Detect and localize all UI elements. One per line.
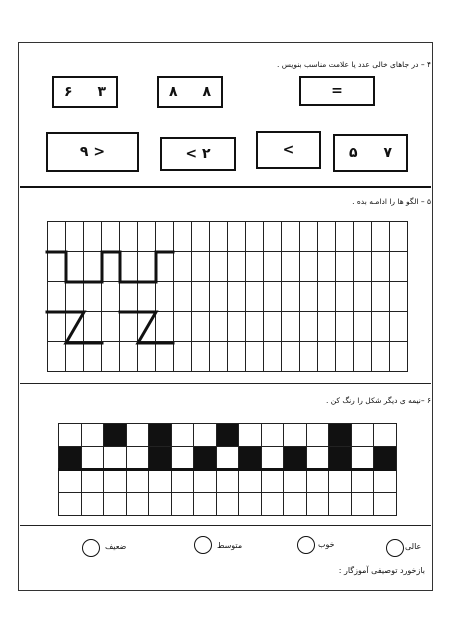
pattern-grid-cell[interactable] — [245, 221, 264, 252]
pattern-grid-cell[interactable] — [245, 341, 264, 372]
pattern-grid-cell[interactable] — [209, 251, 228, 282]
pattern-grid-cell[interactable] — [191, 341, 210, 372]
pattern-grid-cell[interactable] — [317, 341, 336, 372]
symmetry-axis — [58, 468, 396, 471]
pattern-grid-cell[interactable] — [155, 341, 174, 372]
symmetry-grid-cell[interactable] — [193, 423, 217, 447]
pattern-grid-cell[interactable] — [227, 341, 246, 372]
q4-box-5-content: ۲ > — [185, 146, 211, 162]
separator-2 — [20, 383, 431, 384]
rating-circle-weak[interactable] — [82, 539, 100, 557]
symmetry-grid-cell[interactable] — [373, 492, 397, 516]
pattern-grid-cell[interactable] — [281, 221, 300, 252]
pattern-grid-cell[interactable] — [47, 341, 66, 372]
pattern-grid-cell[interactable] — [191, 281, 210, 312]
pattern-grid-cell[interactable] — [335, 281, 354, 312]
pattern-grid-cell[interactable] — [335, 341, 354, 372]
symmetry-grid-cell[interactable] — [126, 446, 150, 470]
symmetry-grid-cell[interactable] — [103, 492, 127, 516]
pattern-grid-cell[interactable] — [173, 251, 192, 282]
symmetry-grid-cell[interactable] — [171, 469, 195, 493]
symmetry-grid-cell[interactable] — [283, 469, 307, 493]
symmetry-grid-cell[interactable] — [81, 492, 105, 516]
pattern-grid-cell[interactable] — [191, 221, 210, 252]
pattern-grid-cell[interactable] — [119, 281, 138, 312]
pattern-grid-cell[interactable] — [83, 341, 102, 372]
symmetry-grid-cell[interactable] — [306, 423, 330, 447]
pattern-grid-cell[interactable] — [227, 311, 246, 342]
symmetry-grid — [58, 423, 396, 515]
pattern-grid-cell[interactable] — [299, 281, 318, 312]
rating-label-average: متوسط — [217, 541, 243, 550]
symmetry-grid-cell[interactable] — [238, 446, 262, 470]
pattern-grid-cell[interactable] — [209, 281, 228, 312]
rating-circle-excellent[interactable] — [386, 539, 404, 557]
pattern-grid-cell[interactable] — [119, 221, 138, 252]
symmetry-grid-cell[interactable] — [283, 492, 307, 516]
pattern-grid-cell[interactable] — [335, 221, 354, 252]
q4-box-6[interactable] — [256, 131, 321, 169]
symmetry-grid-cell[interactable] — [328, 492, 352, 516]
pattern-grid-cell[interactable] — [263, 251, 282, 282]
pattern-grid-cell[interactable] — [137, 341, 156, 372]
pattern-grid-cell[interactable] — [101, 341, 120, 372]
pattern-grid-cell[interactable] — [209, 341, 228, 372]
pattern-grid-cell[interactable] — [173, 341, 192, 372]
rating-label-excellent: عالی — [405, 542, 422, 551]
symmetry-grid-cell[interactable] — [261, 446, 285, 470]
pattern-grid-cell[interactable] — [299, 341, 318, 372]
pattern-grid-cell[interactable] — [353, 251, 372, 282]
pattern-grid-cell[interactable] — [101, 251, 120, 282]
symmetry-grid-cell[interactable] — [216, 492, 240, 516]
pattern-grid-cell[interactable] — [83, 281, 102, 312]
symmetry-grid-cell[interactable] — [193, 469, 217, 493]
pattern-grid-cell[interactable] — [101, 281, 120, 312]
symmetry-grid-cell[interactable] — [216, 423, 240, 447]
pattern-grid-cell[interactable] — [155, 281, 174, 312]
symmetry-grid-cell[interactable] — [283, 446, 307, 470]
pattern-grid-cell[interactable] — [353, 281, 372, 312]
q4-box-4[interactable] — [46, 132, 139, 172]
pattern-grid-cell[interactable] — [227, 281, 246, 312]
pattern-grid-cell[interactable] — [371, 281, 390, 312]
symmetry-grid-cell[interactable] — [58, 492, 82, 516]
pattern-grid-cell[interactable] — [119, 341, 138, 372]
pattern-grid-cell[interactable] — [65, 341, 84, 372]
pattern-grid-cell[interactable] — [119, 311, 138, 342]
rating-label-good: خوب — [318, 540, 335, 549]
pattern-grid-cell[interactable] — [155, 251, 174, 282]
symmetry-grid-cell[interactable] — [171, 446, 195, 470]
pattern-grid-cell[interactable] — [389, 341, 408, 372]
symmetry-grid-cell[interactable] — [328, 423, 352, 447]
q4-box-7-right: ۷ — [383, 145, 392, 161]
symmetry-grid-cell[interactable] — [373, 469, 397, 493]
pattern-grid-cell[interactable] — [317, 221, 336, 252]
pattern-grid-cell[interactable] — [47, 251, 66, 282]
pattern-grid-cell[interactable] — [353, 341, 372, 372]
symmetry-grid-cell[interactable] — [238, 423, 262, 447]
pattern-grid-cell[interactable] — [281, 281, 300, 312]
symmetry-grid-cell[interactable] — [283, 423, 307, 447]
pattern-grid-cell[interactable] — [317, 251, 336, 282]
pattern-grid-cell[interactable] — [101, 311, 120, 342]
symmetry-grid-cell[interactable] — [148, 492, 172, 516]
q4-box-5[interactable] — [160, 137, 236, 171]
q4-box-1[interactable] — [52, 76, 118, 108]
pattern-grid-cell[interactable] — [263, 311, 282, 342]
pattern-grid-cell[interactable] — [281, 311, 300, 342]
symmetry-grid-cell[interactable] — [328, 446, 352, 470]
rating-circle-average[interactable] — [194, 536, 212, 554]
pattern-grid-cell[interactable] — [389, 251, 408, 282]
q4-box-4-content: < ۹ — [79, 144, 106, 160]
pattern-grid-cell[interactable] — [245, 311, 264, 342]
symmetry-grid-cell[interactable] — [148, 469, 172, 493]
pattern-grid-cell[interactable] — [263, 221, 282, 252]
symmetry-grid-cell[interactable] — [58, 446, 82, 470]
symmetry-grid-cell[interactable] — [103, 423, 127, 447]
pattern-grid-cell[interactable] — [137, 311, 156, 342]
symmetry-grid-cell[interactable] — [351, 446, 375, 470]
symmetry-grid-cell[interactable] — [148, 423, 172, 447]
symmetry-grid-cell[interactable] — [193, 492, 217, 516]
pattern-grid-cell[interactable] — [101, 221, 120, 252]
q4-box-3-sign: = — [331, 83, 343, 99]
symmetry-grid-cell[interactable] — [373, 423, 397, 447]
q4-box-2[interactable] — [157, 76, 223, 108]
symmetry-grid-cell[interactable] — [306, 492, 330, 516]
pattern-grid-cell[interactable] — [227, 221, 246, 252]
pattern-grid-cell[interactable] — [209, 311, 228, 342]
pattern-grid-cell[interactable] — [389, 281, 408, 312]
q4-box-1-left: ۶ — [64, 84, 73, 100]
pattern-grid-cell[interactable] — [353, 221, 372, 252]
pattern-grid-cell[interactable] — [263, 341, 282, 372]
q4-box-1-right: ۳ — [97, 84, 106, 100]
symmetry-grid-cell[interactable] — [238, 492, 262, 516]
symmetry-grid-cell[interactable] — [351, 492, 375, 516]
symmetry-grid-cell[interactable] — [126, 469, 150, 493]
symmetry-grid-cell[interactable] — [216, 446, 240, 470]
symmetry-grid-cell[interactable] — [306, 446, 330, 470]
pattern-grid-cell[interactable] — [227, 251, 246, 282]
pattern-grid-cell[interactable] — [245, 251, 264, 282]
q4-title: ۴ – در جاهای خالی عدد یا علامت مناسب بنویس . — [276, 60, 431, 69]
pattern-grid-cell[interactable] — [317, 311, 336, 342]
pattern-grid-cell[interactable] — [83, 311, 102, 342]
pattern-grid-cell[interactable] — [173, 311, 192, 342]
pattern-grid-cell[interactable] — [191, 311, 210, 342]
pattern-grid-cell[interactable] — [335, 311, 354, 342]
symmetry-grid-cell[interactable] — [58, 469, 82, 493]
pattern-grid-cell[interactable] — [209, 221, 228, 252]
symmetry-grid-cell[interactable] — [81, 423, 105, 447]
pattern-grid-cell[interactable] — [173, 221, 192, 252]
pattern-grid-cell[interactable] — [83, 221, 102, 252]
q6-title: ۶ –نیمه ی دیگر شکل را رنگ کن . — [325, 396, 431, 405]
q4-box-7-left: ۵ — [349, 145, 358, 161]
pattern-grid-cell[interactable] — [137, 221, 156, 252]
symmetry-grid-cell[interactable] — [103, 469, 127, 493]
pattern-grid-cell[interactable] — [65, 281, 84, 312]
pattern-grid-cell[interactable] — [119, 251, 138, 282]
symmetry-grid-cell[interactable] — [261, 492, 285, 516]
pattern-grid-cell[interactable] — [317, 281, 336, 312]
symmetry-grid-cell[interactable] — [373, 446, 397, 470]
symmetry-grid-cell[interactable] — [216, 469, 240, 493]
pattern-grid — [47, 221, 406, 373]
pattern-grid-cell[interactable] — [191, 251, 210, 282]
symmetry-grid-cell[interactable] — [351, 469, 375, 493]
rating-label-weak: ضعیف — [105, 542, 127, 551]
rating-circle-good[interactable] — [297, 536, 315, 554]
symmetry-grid-cell[interactable] — [58, 423, 82, 447]
q4-box-7[interactable] — [333, 134, 408, 172]
symmetry-grid-cell[interactable] — [328, 469, 352, 493]
pattern-grid-cell[interactable] — [353, 311, 372, 342]
pattern-grid-cell[interactable] — [281, 341, 300, 372]
symmetry-grid-cell[interactable] — [261, 469, 285, 493]
pattern-grid-cell[interactable] — [137, 251, 156, 282]
pattern-grid-cell[interactable] — [281, 251, 300, 282]
symmetry-grid-cell[interactable] — [261, 423, 285, 447]
pattern-grid-cell[interactable] — [371, 311, 390, 342]
symmetry-grid-cell[interactable] — [81, 446, 105, 470]
pattern-grid-cell[interactable] — [299, 251, 318, 282]
pattern-grid-cell[interactable] — [389, 311, 408, 342]
separator-3 — [20, 525, 431, 526]
pattern-grid-cell[interactable] — [155, 221, 174, 252]
pattern-grid-cell[interactable] — [65, 221, 84, 252]
pattern-grid-cell[interactable] — [371, 221, 390, 252]
pattern-grid-cell[interactable] — [137, 281, 156, 312]
pattern-grid-cell[interactable] — [371, 251, 390, 282]
pattern-grid-cell[interactable] — [47, 311, 66, 342]
pattern-grid-cell[interactable] — [83, 251, 102, 282]
pattern-grid-cell[interactable] — [47, 221, 66, 252]
pattern-grid-cell[interactable] — [155, 311, 174, 342]
symmetry-grid-cell[interactable] — [126, 492, 150, 516]
pattern-grid-cell[interactable] — [173, 281, 192, 312]
pattern-grid-cell[interactable] — [371, 341, 390, 372]
symmetry-grid-cell[interactable] — [171, 423, 195, 447]
teacher-feedback-label: بازخورد توصیفی آموزگار : — [338, 566, 425, 575]
pattern-grid-cell[interactable] — [263, 281, 282, 312]
symmetry-grid-cell[interactable] — [193, 446, 217, 470]
separator-1 — [20, 186, 431, 188]
q4-box-2-right: ۸ — [202, 84, 211, 100]
q4-box-6-sign: < — [282, 142, 295, 158]
pattern-grid-cell[interactable] — [335, 251, 354, 282]
symmetry-grid-cell[interactable] — [238, 469, 262, 493]
pattern-grid-cell[interactable] — [47, 281, 66, 312]
symmetry-grid-cell[interactable] — [126, 423, 150, 447]
pattern-grid-cell[interactable] — [65, 311, 84, 342]
pattern-grid-cell[interactable] — [389, 221, 408, 252]
pattern-grid-cell[interactable] — [245, 281, 264, 312]
symmetry-grid-cell[interactable] — [351, 423, 375, 447]
symmetry-grid-cell[interactable] — [171, 492, 195, 516]
symmetry-grid-cell[interactable] — [148, 446, 172, 470]
pattern-grid-cell[interactable] — [299, 221, 318, 252]
q4-box-2-left: ۸ — [169, 84, 178, 100]
pattern-grid-cell[interactable] — [65, 251, 84, 282]
symmetry-grid-cell[interactable] — [81, 469, 105, 493]
pattern-grid-cell[interactable] — [299, 311, 318, 342]
q5-title: ۵ – الگو ها را ادامـه بده . — [352, 197, 431, 206]
symmetry-grid-cell[interactable] — [306, 469, 330, 493]
symmetry-grid-cell[interactable] — [103, 446, 127, 470]
q4-box-3[interactable] — [299, 76, 375, 106]
